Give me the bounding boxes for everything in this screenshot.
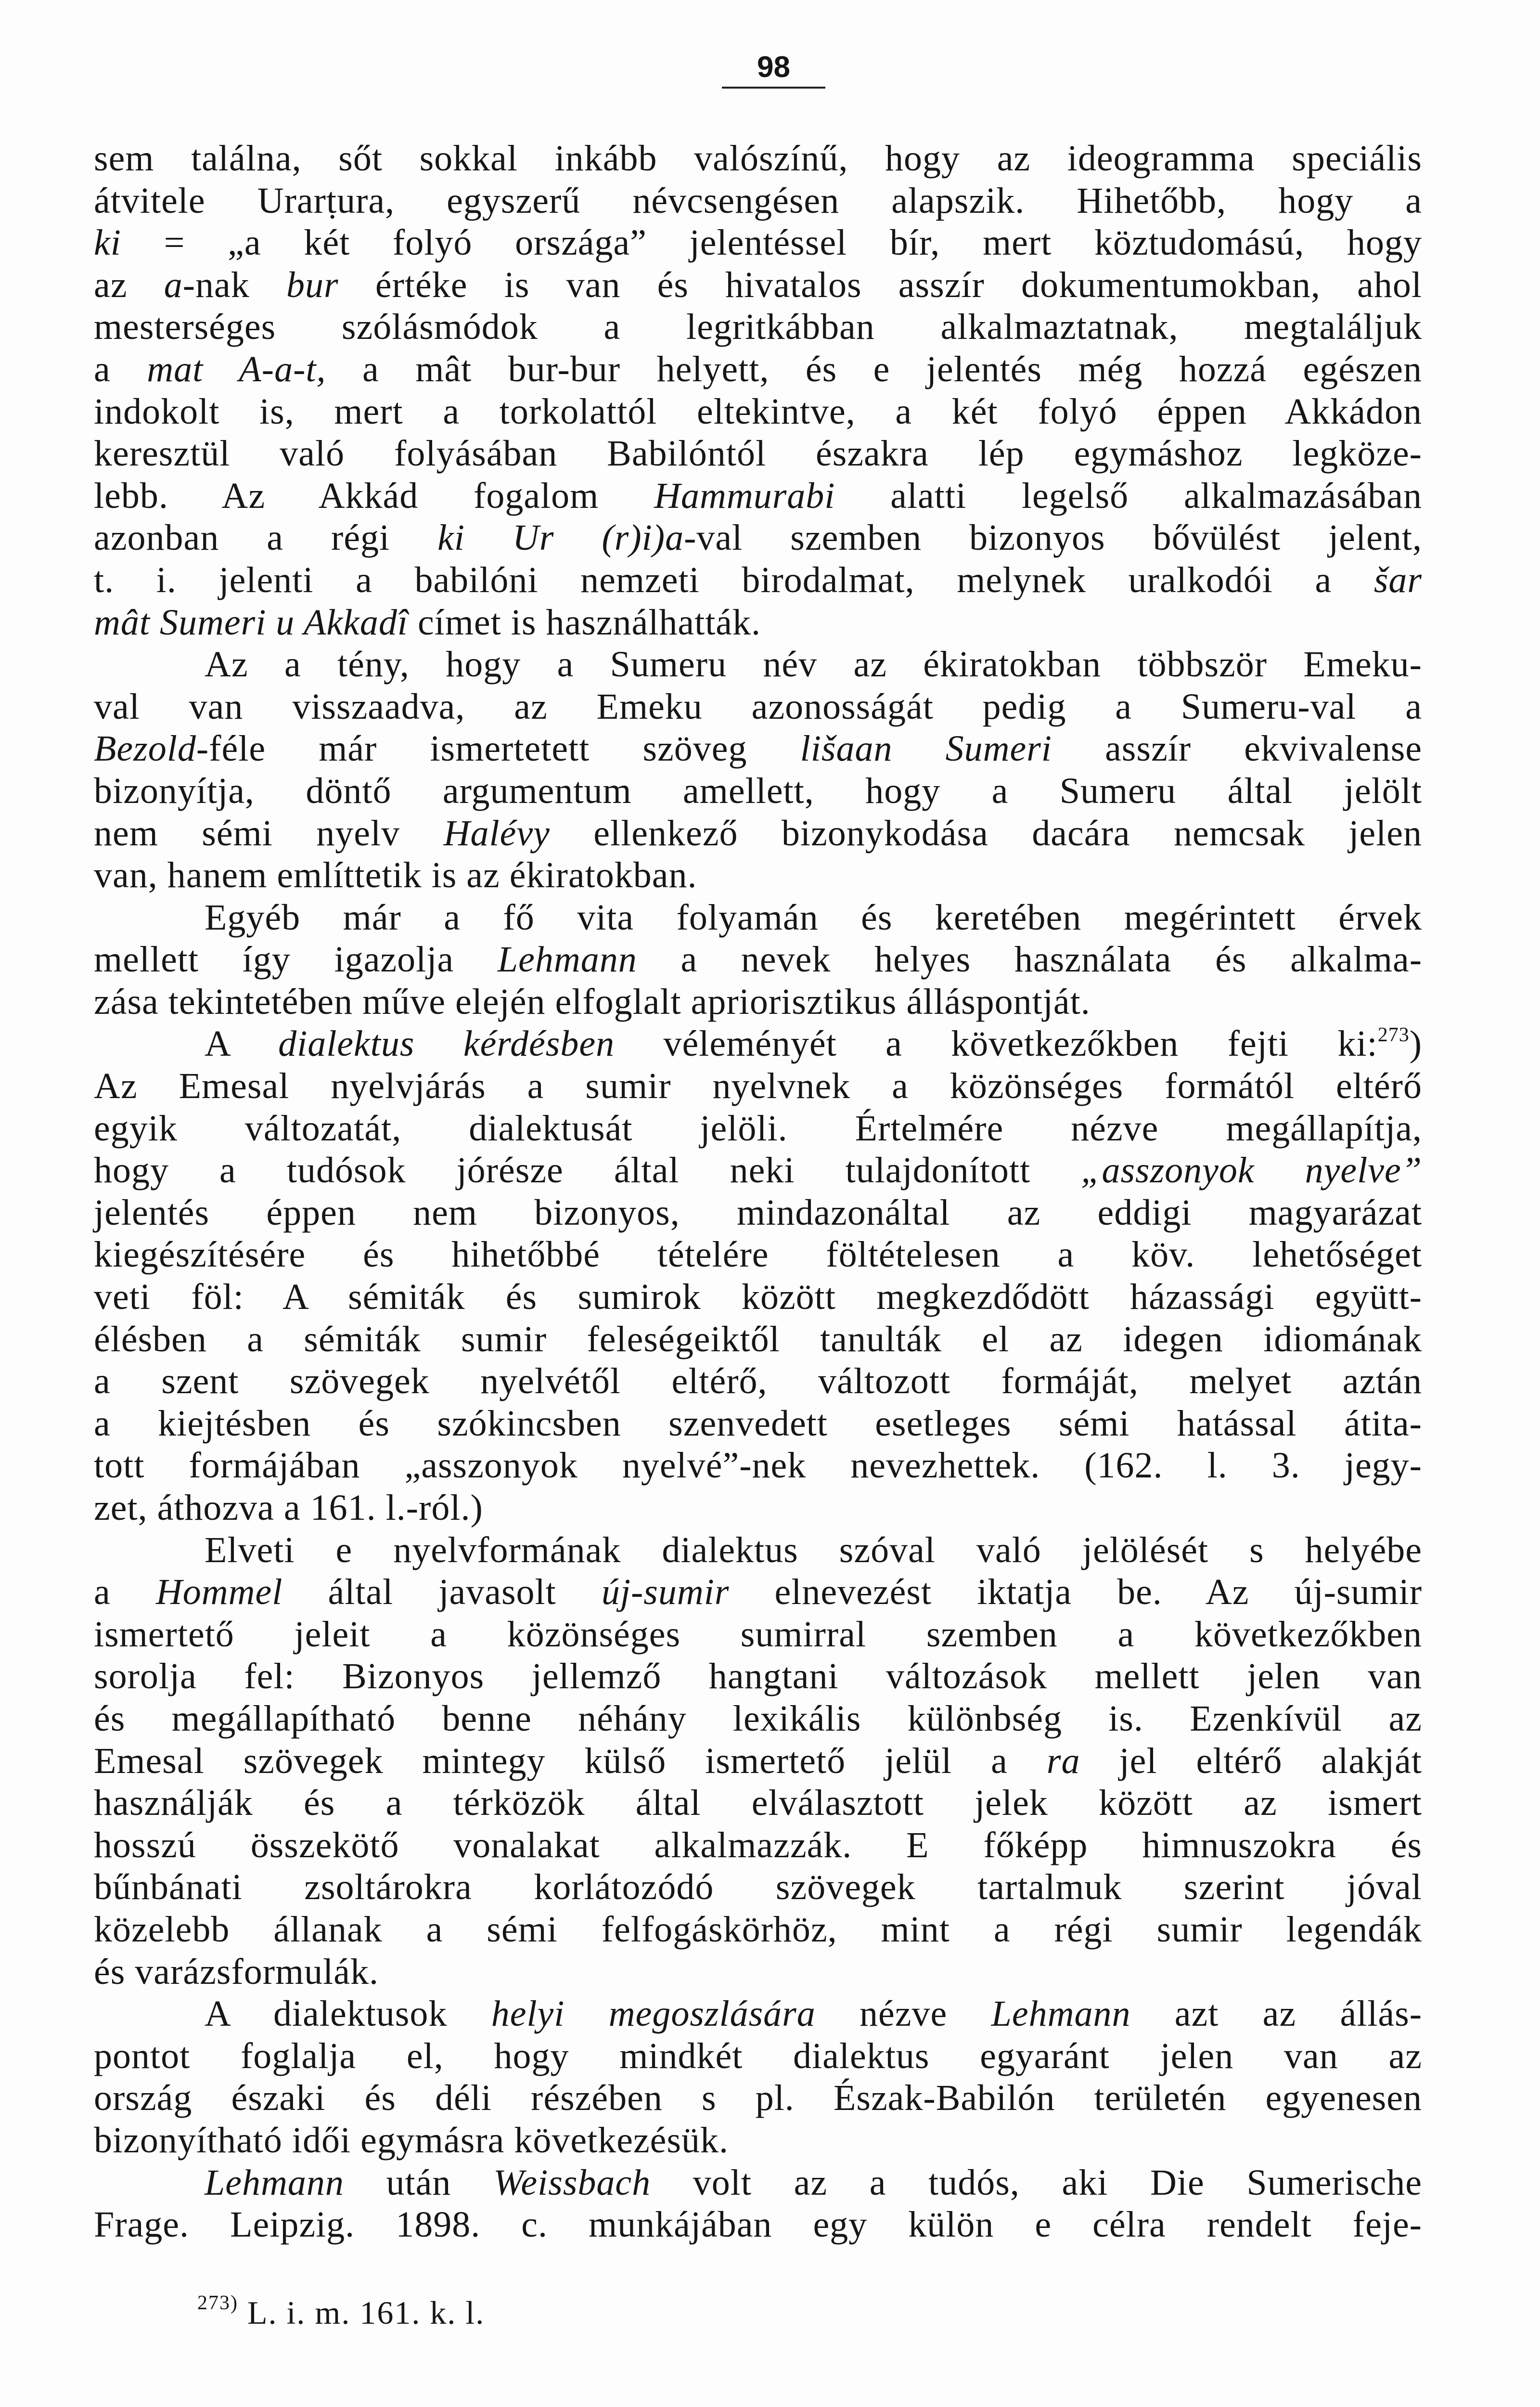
text-run: -nak — [182, 264, 287, 305]
text-line — [94, 686, 1422, 728]
italic-text: Lehmann — [497, 939, 637, 980]
text-line — [94, 138, 1422, 180]
text-run: Emesal szövegek mintegy külső ismertető jelül a — [94, 1740, 1047, 1781]
text-line — [205, 897, 1422, 939]
text-run: t. i. jelenti a babilóni nemzeti birodalmat, melynek uralkodói a — [94, 559, 1374, 600]
text-line — [94, 813, 1422, 855]
text-line — [94, 1487, 1422, 1529]
italic-text: mat A-a-t, — [147, 349, 326, 389]
italic-text: ki — [94, 222, 121, 263]
italic-text: Halévy — [443, 813, 550, 854]
text-line — [94, 1150, 1422, 1192]
text-line — [94, 1825, 1422, 1867]
text-line — [94, 1403, 1422, 1445]
text-line — [94, 1614, 1422, 1656]
text-line — [94, 475, 1422, 518]
body-text — [94, 138, 1422, 2246]
text-run: volt az a tudós, aki Die Sumerische — [651, 2162, 1423, 2203]
text-run: Elveti e nyelvformának dialektus szóval való jelölését s helyébe — [205, 1529, 1422, 1570]
text-run: nem sémi nyelv — [94, 813, 444, 854]
text-run: ország északi és déli részében s pl. Észak-Babilón területén egyenesen — [94, 2078, 1422, 2119]
text-run: azt az állás- — [1130, 1993, 1423, 2034]
italic-text: ra — [1046, 1740, 1080, 1781]
text-line — [94, 770, 1422, 813]
text-line — [94, 1276, 1422, 1319]
italic-text: Lehmann — [205, 2162, 344, 2203]
text-line — [94, 1909, 1422, 1951]
italic-text: Weissbach — [493, 2162, 651, 2203]
text-line — [94, 602, 1422, 644]
text-run: A — [205, 1023, 279, 1064]
italic-text: mât Sumeri u Akkadî — [94, 602, 408, 643]
text-run: pontot foglalja el, hogy mindkét dialektus egyaránt jelen van az — [94, 2035, 1422, 2076]
text-run: azonban a régi — [94, 518, 438, 558]
text-line — [94, 1445, 1422, 1487]
footnote-marker: 273) — [197, 2291, 238, 2314]
text-run: tott formájában „asszonyok nyelvé”-nek nevezhettek. (162. l. 3. jegy- — [94, 1445, 1422, 1486]
text-line — [94, 1192, 1422, 1234]
text-run: Frage. Leipzig. 1898. c. munkájában egy külön e célra rendelt feje- — [94, 2204, 1422, 2245]
text-run: ) — [1409, 1023, 1422, 1064]
text-line — [205, 1023, 1422, 1065]
text-run: van, hanem említtetik is az ékiratokban. — [94, 855, 697, 896]
text-run: a mât bur-bur helyett, és e jelentés még hozzá egészen — [326, 349, 1423, 389]
text-run: a — [94, 1572, 156, 1613]
text-run: zet, áthozva a 161. l.-ról.) — [94, 1488, 483, 1528]
text-run: közelebb állanak a sémi felfogáskörhöz, mint a régi sumir legendák — [94, 1909, 1422, 1950]
text-run: a szent szövegek nyelvétől eltérő, változott formáját, melyet aztán — [94, 1361, 1422, 1402]
italic-text: új-sumir — [601, 1572, 730, 1613]
text-line — [94, 1656, 1422, 1698]
italic-text: „asszonyok nyelve” — [1081, 1150, 1422, 1191]
text-run: után — [344, 2162, 494, 2203]
text-line — [94, 2077, 1422, 2120]
italic-text: helyi megoszlására — [491, 1993, 816, 2034]
italic-text: Lehmann — [991, 1993, 1131, 2034]
text-run: asszír ekvivalense — [1052, 728, 1423, 769]
text-line — [94, 180, 1422, 222]
text-line — [94, 2204, 1422, 2246]
text-run: bizonyítható idői egymásra következésük. — [94, 2120, 729, 2161]
text-line — [94, 264, 1422, 307]
text-line — [94, 1360, 1422, 1403]
text-line — [94, 854, 1422, 897]
text-run: jel eltérő alakját — [1080, 1740, 1423, 1781]
text-line — [94, 1319, 1422, 1361]
text-line — [205, 1993, 1422, 2035]
text-run: sorolja fel: Bizonyos jellemző hangtani változások mellett jelen van — [94, 1656, 1422, 1697]
text-run: A dialektusok — [205, 1993, 491, 2034]
text-line — [205, 2162, 1422, 2204]
text-run: ismertető jeleit a közönséges sumirral szemben a következőkben — [94, 1614, 1422, 1655]
text-line — [94, 433, 1422, 475]
text-line — [94, 1065, 1422, 1108]
text-run: -féle már ismertetett szöveg — [196, 728, 800, 769]
italic-text: bur — [286, 264, 339, 305]
text-run: véleményét a következőkben fejti ki: — [615, 1023, 1378, 1064]
text-run: bizonyítja, döntő argumentum amellett, hogy a Sumeru által jelölt — [94, 770, 1422, 811]
text-line — [94, 2120, 1422, 2162]
italic-text: Bezold — [94, 728, 196, 769]
text-line — [94, 1571, 1422, 1614]
text-line — [94, 222, 1422, 264]
text-run: elnevezést iktatja be. Az új-sumir — [729, 1572, 1423, 1613]
text-run: kiegészítésére és hihetőbbé tételére föltételesen a köv. lehetőséget — [94, 1234, 1422, 1275]
footnote — [197, 2291, 1540, 2334]
text-run: az — [94, 264, 164, 305]
text-run: keresztül való folyásában Babilóntól északra lép egymáshoz legköze- — [94, 433, 1422, 474]
text-line — [94, 939, 1422, 981]
page-number: 98 — [722, 48, 825, 89]
text-run: által javasolt — [282, 1572, 602, 1613]
text-line — [94, 1108, 1422, 1150]
text-run: hosszú összekötő vonalakat alkalmazzák. E főképp himnuszokra és — [94, 1825, 1422, 1865]
text-run: hogy a tudósok jórésze által neki tulajdonított — [94, 1150, 1081, 1191]
text-run: átvitele Urarṭura, egyszerű névcsengésen alapszik. Hihetőbb, hogy a — [94, 180, 1422, 221]
text-run: zása tekintetében műve elején elfoglalt apriorisztikus álláspontját. — [94, 981, 1091, 1022]
italic-text: a — [164, 264, 183, 305]
text-line — [94, 306, 1422, 349]
text-line — [94, 559, 1422, 602]
text-line — [94, 1951, 1422, 1993]
text-line — [94, 517, 1422, 559]
text-line — [94, 1698, 1422, 1740]
italic-text: ki Ur (r)i)a — [437, 518, 684, 558]
text-line — [94, 391, 1422, 433]
text-run: Egyéb már a fő vita folyamán és keretében megérintett érvek — [205, 897, 1422, 938]
text-run: sem találna, sőt sokkal inkább valószínű, hogy az ideogramma speciális — [94, 138, 1422, 179]
text-run: mellett így igazolja — [94, 939, 498, 980]
text-run: jelentés éppen nem bizonyos, mindazonáltal az eddigi magyarázat — [94, 1192, 1422, 1233]
text-run: és megállapítható benne néhány lexikális különbség is. Ezenkívül az — [94, 1698, 1422, 1739]
text-line — [94, 981, 1422, 1023]
footnote-reference: 273 — [1377, 1024, 1410, 1047]
text-run: egyik változatát, dialektusát jelöli. Értelmére nézve megállapítja, — [94, 1108, 1422, 1149]
text-line — [94, 728, 1422, 770]
italic-text: dialektus kérdésben — [278, 1023, 615, 1064]
text-run: val van visszaadva, az Emeku azonosságát pedig a Sumeru-val a — [94, 686, 1422, 727]
text-run: élésben a sémiták sumir feleségeiktől tanulták el az idegen idiomának — [94, 1319, 1422, 1359]
text-run: és varázsformulák. — [94, 1951, 379, 1992]
text-run: használják és a térközök által elválasztott jelek között az ismert — [94, 1783, 1422, 1824]
text-line — [94, 349, 1422, 391]
text-run: veti föl: A sémiták és sumirok között megkezdődött házassági együtt- — [94, 1277, 1422, 1318]
text-line — [94, 1866, 1422, 1909]
italic-text: lišaan Sumeri — [800, 728, 1052, 769]
footnote-text: L. i. m. 161. k. l. — [238, 2294, 485, 2331]
text-run: -val szemben bizonyos bővülést jelent, — [684, 518, 1422, 558]
text-run: alatti legelső alkalmazásában — [835, 475, 1423, 516]
text-line — [94, 2035, 1422, 2078]
italic-text: šar — [1373, 559, 1422, 600]
italic-text: Hammurabi — [654, 475, 835, 516]
text-run: Az Emesal nyelvjárás a sumir nyelvnek a közönséges formától eltérő — [94, 1066, 1422, 1107]
text-run: bűnbánati zsoltárokra korlátozódó szövegek tartalmuk szerint jóval — [94, 1867, 1422, 1908]
text-run: értéke is van és hivatalos asszír dokumentumokban, ahol — [338, 264, 1422, 305]
text-line — [94, 1234, 1422, 1276]
text-run: a nevek helyes használata és alkalma- — [637, 939, 1422, 980]
text-line — [205, 644, 1422, 686]
text-run: Az a tény, hogy a Sumeru név az ékiratokban többször Emeku- — [205, 644, 1422, 685]
text-run: indokolt is, mert a torkolattól eltekintve, a két folyó éppen Akkádon — [94, 391, 1422, 432]
text-run: a — [94, 349, 147, 389]
text-run: ellenkező bizonykodása dacára nemcsak jelen — [550, 813, 1423, 854]
text-run: lebb. Az Akkád fogalom — [94, 475, 654, 516]
text-run: a kiejtésben és szókincsben szenvedett esetleges sémi hatással átita- — [94, 1403, 1422, 1444]
italic-text: Hommel — [155, 1572, 283, 1613]
text-run: címet is használhatták. — [408, 602, 761, 643]
text-run: = „a két folyó országa” jelentéssel bír, mert köztudomású, hogy — [121, 222, 1422, 263]
text-run: nézve — [815, 1993, 991, 2034]
text-run: mesterséges szólásmódok a legritkábban alkalmaztatnak, megtaláljuk — [94, 307, 1422, 348]
text-line — [94, 1740, 1422, 1783]
text-line — [94, 1782, 1422, 1825]
text-line — [205, 1529, 1422, 1572]
